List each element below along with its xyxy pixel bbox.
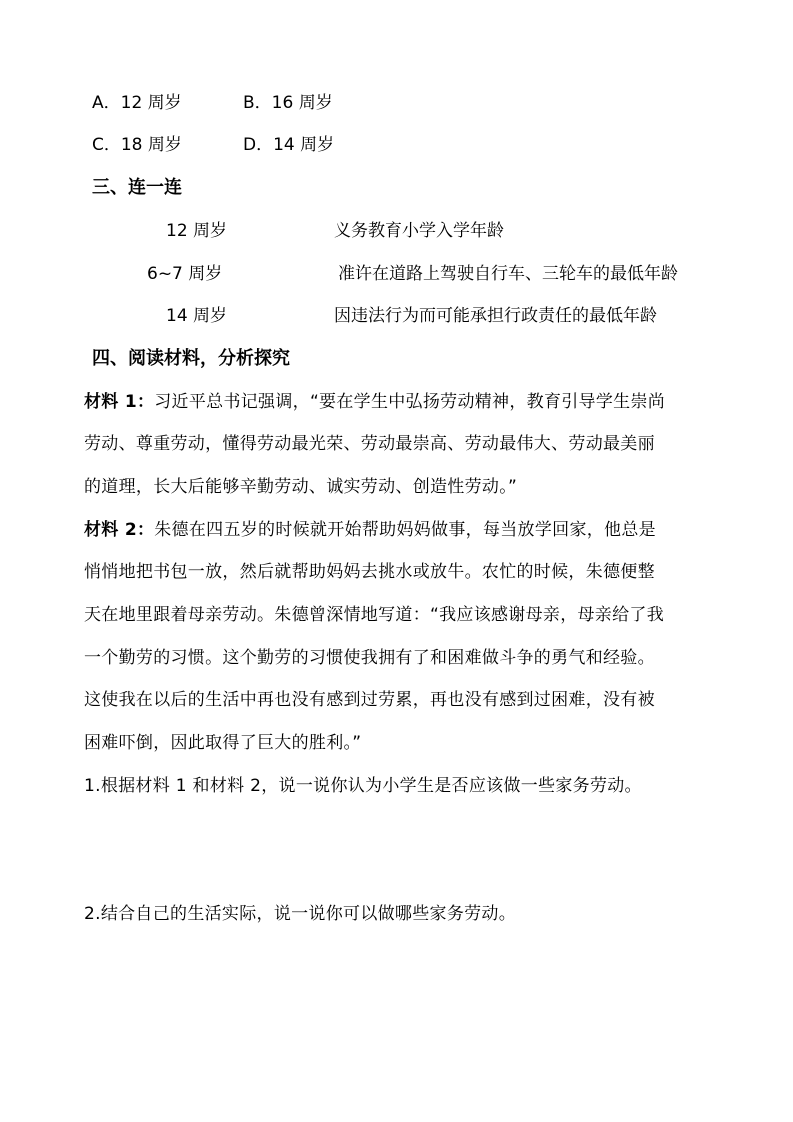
match-right-item: 准许在道路上驾驶自行车、三轮车的最低年龄	[338, 264, 678, 284]
match-left-item: 6~7 周岁	[147, 264, 223, 284]
option-b: B．16 周岁	[243, 93, 333, 113]
material-2-line: 天在地里跟着母亲劳动。朱德曾深情地写道：“我应该感谢母亲，母亲给了我	[84, 605, 665, 625]
question-1: 1.根据材料 1 和材料 2，说一说你认为小学生是否应该做一些家务劳动。	[84, 776, 642, 796]
material-2-line: 悄悄地把书包一放，然后就帮助妈妈去挑水或放牛。农忙的时候，朱德便整	[84, 562, 655, 582]
section-4-title: 四、阅读材料，分析探究	[92, 348, 290, 369]
material-1-line: 劳动、尊重劳动，懂得劳动最光荣、劳动最崇高、劳动最伟大、劳动最美丽	[84, 434, 655, 454]
option-d: D．14 周岁	[243, 135, 335, 155]
option-c: C．18 周岁	[92, 135, 182, 155]
material-2-label: 材料 2：	[84, 520, 155, 540]
section-3-title: 三、连一连	[92, 177, 182, 198]
material-2-text: 朱德在四五岁的时候就开始帮助妈妈做事，每当放学回家，他总是	[154, 520, 656, 540]
match-right-item: 因违法行为而可能承担行政责任的最低年龄	[334, 306, 657, 326]
material-1-label: 材料 1：	[84, 392, 155, 412]
material-1-line: 的道理，长大后能够辛勤劳动、诚实劳动、创造性劳动。”	[84, 477, 518, 497]
question-2: 2.结合自己的生活实际，说一说你可以做哪些家务劳动。	[84, 904, 517, 924]
match-left-item: 12 周岁	[166, 221, 228, 241]
material-1-text: 习近平总书记强调，“要在学生中弘扬劳动精神，教育引导学生崇尚	[154, 392, 666, 412]
material-2-line: 一个勤劳的习惯。这个勤劳的习惯使我拥有了和困难做斗争的勇气和经验。	[84, 648, 655, 668]
material-2-first-line	[84, 519, 656, 541]
material-2-line: 这使我在以后的生活中再也没有感到过劳累，再也没有感到过困难，没有被	[84, 690, 655, 710]
material-1-first-line	[84, 391, 665, 413]
material-2-line: 困难吓倒，因此取得了巨大的胜利。”	[84, 733, 362, 753]
match-left-item: 14 周岁	[166, 306, 228, 326]
match-right-item: 义务教育小学入学年龄	[334, 221, 504, 241]
option-a: A．12 周岁	[92, 93, 182, 113]
